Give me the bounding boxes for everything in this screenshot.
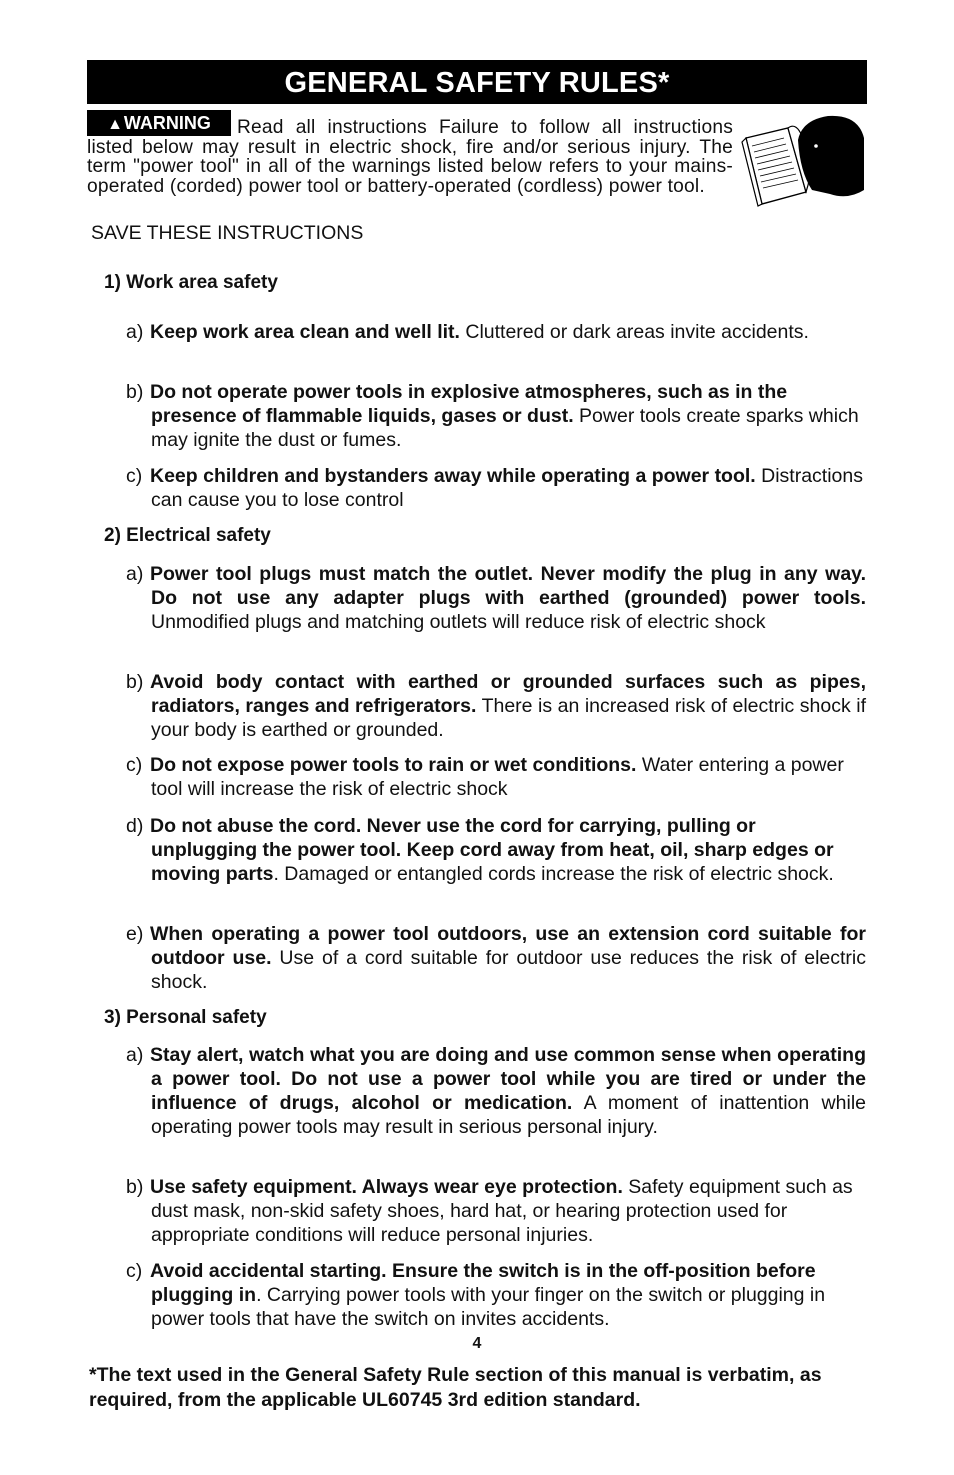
item-label: b) bbox=[126, 1176, 144, 1198]
item-label: e) bbox=[126, 923, 144, 945]
item-bold-text: Do not operate power tools in explosive atmospheres, such as in the presence of flammable liquids, gases or dust. bbox=[150, 381, 788, 427]
page-number: 4 bbox=[472, 1335, 482, 1352]
item-text: Cluttered or dark areas invite accidents. bbox=[459, 321, 809, 343]
list-item bbox=[126, 922, 866, 994]
list-item bbox=[126, 814, 866, 886]
item-text: Water entering a power tool will increase the risk of electric shock bbox=[151, 754, 844, 800]
list-item bbox=[126, 1259, 866, 1331]
item-label: a) bbox=[126, 563, 144, 585]
item-bold-text: Use safety equipment. Always wear eye protection. bbox=[150, 1176, 623, 1198]
item-text: Unmodified plugs and matching outlets will reduce risk of electric shock bbox=[151, 611, 766, 633]
footnote: *The text used in the General Safety Rule section of this manual is verbatim, as required, from the applicable UL60745 3rd edition standard. bbox=[89, 1364, 822, 1411]
item-label: c) bbox=[126, 465, 143, 487]
item-bold-text: Keep children and bystanders away while operating a power tool. bbox=[150, 465, 756, 487]
list-item bbox=[126, 562, 866, 634]
list-item bbox=[126, 320, 866, 344]
list-item bbox=[126, 1043, 866, 1139]
item-bold-text: Avoid accidental starting. Ensure the switch is in the off-position before plugging in bbox=[150, 1260, 816, 1306]
list-item bbox=[126, 380, 866, 452]
item-label: a) bbox=[126, 1044, 144, 1066]
warning-intro bbox=[87, 118, 733, 196]
list-item bbox=[126, 670, 866, 742]
item-text: Power tools create sparks which may ignite the dust or fumes. bbox=[151, 405, 859, 451]
item-bold-text: Power tool plugs must match the outlet. Never modify the plug in any way. Do not use any adapter plugs with earthed (grounded) power tools. bbox=[150, 563, 866, 609]
item-bold-text: Do not expose power tools to rain or wet conditions. bbox=[150, 754, 637, 776]
item-text: . Damaged or entangled cords increase the risk of electric shock. bbox=[273, 863, 834, 885]
item-text: Safety equipment such as dust mask, non-skid safety shoes, hard hat, or hearing protection used for appropriate conditions will reduce personal injuries. bbox=[151, 1176, 853, 1246]
item-label: a) bbox=[126, 321, 144, 343]
item-text: A moment of inattention while operating power tools may result in serious personal injury. bbox=[151, 1092, 866, 1138]
item-text: Use of a cord suitable for outdoor use reduces the risk of electric shock. bbox=[151, 947, 867, 993]
section-heading-work-area: 1) Work area safety bbox=[104, 272, 278, 293]
list-item bbox=[126, 1175, 866, 1247]
item-text: . Carrying power tools with your finger on the switch or plugging in power tools that have the switch on invites accidents. bbox=[151, 1284, 826, 1330]
warning-triangle-icon: ▲ bbox=[107, 116, 123, 133]
warning-intro-text: Read all instructions Failure to follow all instructions listed below may result in electric shock, fire and/or serious injury. The term "power tool" in all of the warnings listed below refers to your mains-operated (corded) power tool or battery-operated (cordless) power tool. bbox=[87, 117, 733, 197]
warning-badge-label: WARNING bbox=[123, 113, 211, 133]
read-manual-icon bbox=[740, 112, 866, 208]
item-bold-text: When operating a power tool outdoors, use an extension cord suitable for outdoor use. bbox=[150, 923, 866, 969]
save-instructions: SAVE THESE INSTRUCTIONS bbox=[91, 222, 364, 244]
item-label: c) bbox=[126, 1260, 143, 1282]
item-bold-text: Keep work area clean and well lit. bbox=[150, 321, 460, 343]
list-item bbox=[126, 753, 866, 801]
item-label: d) bbox=[126, 815, 144, 837]
item-bold-text: Do not abuse the cord. Never use the cord for carrying, pulling or unplugging the power tool. Keep cord away from heat, oil, sharp edges or moving parts bbox=[150, 815, 834, 885]
section-heading-electrical: 2) Electrical safety bbox=[104, 525, 271, 546]
item-label: b) bbox=[126, 671, 144, 693]
item-text: Distractions can cause you to lose control bbox=[151, 465, 863, 511]
item-bold-text: Avoid body contact with earthed or grounded surfaces such as pipes, radiators, ranges and refrigerators. bbox=[150, 671, 866, 717]
list-item bbox=[126, 464, 866, 512]
item-bold-text: Stay alert, watch what you are doing and use common sense when operating a power tool. Do not use a power tool while you are tired or under the influence of drugs, alcohol or medication. bbox=[150, 1044, 866, 1114]
item-label: b) bbox=[126, 381, 144, 403]
item-text: There is an increased risk of electric shock if your body is earthed or grounded. bbox=[151, 695, 866, 741]
section-heading-personal: 3) Personal safety bbox=[104, 1007, 267, 1028]
item-label: c) bbox=[126, 754, 143, 776]
page-title: GENERAL SAFETY RULES* bbox=[87, 60, 867, 104]
